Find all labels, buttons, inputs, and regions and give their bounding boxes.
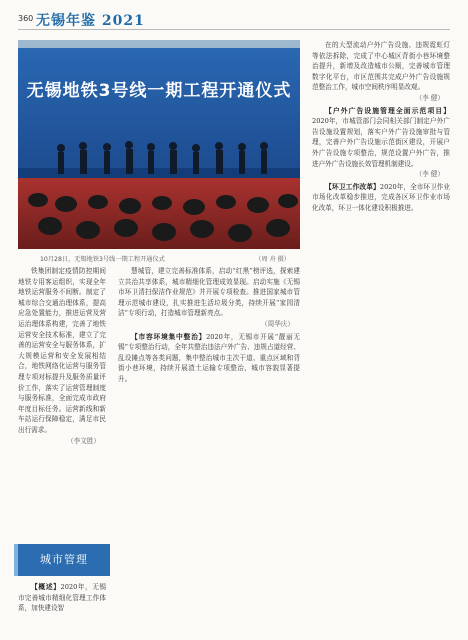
header-rule (18, 29, 450, 30)
photo-caption-text: 10月28日，无锡地铁3号线一期工程开通仪式 (40, 256, 165, 263)
overview-text: 2020年，无锡市完善城市精细化管理工作体系，加快建设智 (18, 583, 106, 613)
right-paragraph-1: 在的大型流动户外广告设施、违规霓虹灯等依法拆除，完成了中心城区背街小巷环境整治提升，新增及改造城市公厕，完善城市管理数字化平台，市区范围共完成户外广告设施规范整治工作，城市空间秩序明显改观。 (312, 41, 450, 92)
page-header (18, 10, 450, 32)
photo-caption (18, 252, 300, 264)
ceremony-photo-illustration (18, 40, 300, 249)
section-banner-urban-management: 城市管理 (18, 544, 110, 576)
env-heading: 【市容环境集中整治】 (131, 332, 207, 341)
yearbook-title: 无锡年鉴 2021 (36, 13, 145, 29)
left-credit: （李文胜） (67, 436, 100, 445)
photo-banner-text: 无锡地铁3号线一期工程开通仪式 (26, 81, 292, 101)
ad-heading: 【户外广告设施管理全面示范项目】 (325, 106, 450, 115)
ad-text: 2020年，市城管部门会同相关部门制定户外广告设施设置规划，落实户外广告设施审批与管理，完善户外广告设施示范街区建设，开展户外广告设施专项整治，规范设置户外广告，推进户外广告设施长效管理机制建设。 (312, 117, 450, 168)
left-column (18, 266, 106, 448)
ceremony-photo (18, 40, 300, 249)
overview-heading: 【概述】 (31, 583, 61, 591)
left-overview (18, 582, 106, 614)
right-column (312, 40, 450, 214)
right-credit-2: （李 健） (415, 170, 444, 179)
left-paragraph-1: 铁集团制定疫情防控期间地铁专用客运组织，实现全年地铁运营服务不间断。制定了城市综合交通治理体系，提高应急处置能力，推进运营及营运治理体系构建，完善了地铁运营安全技术标准，建立了完善的运营安全与服务体系，扩大规模运营和安全发展相结合，地铁网络化运营与服务管理专项对标提升及服务质量评价工作，落实了运营管理制度与服务标准，全面完成市政府年度目标任务。运营新线和新车站运行保障稳定，满足市民出行需求。 (18, 267, 106, 434)
middle-credit: （周华庆） (261, 319, 294, 328)
middle-paragraph-1: 慧城管，建立完善标准体系，启动“红黑”榜评选，探索建立共治共享体系，城市精细化管理成效显现。启动实施《无锡市环卫清扫保洁作业规范》并开展专项检查。推进国家城市管理示范城市建设，扎实推进生活垃圾分类，持续开展“家园清洁”专项行动，打造城市管理新亮点。 (118, 267, 300, 318)
right-credit-1: （李 健） (415, 93, 444, 102)
sanitation-text: 2020年，全市环卫作业市场化改革稳步推进，完成各区环卫作业市场化改革，环卫一体化建设积极推进。 (312, 182, 450, 212)
sanitation-heading: 【环卫工作改革】 (325, 182, 380, 191)
photo-credit: （周 舟 摄） (255, 256, 290, 263)
middle-column (118, 266, 300, 385)
page-number: 360 (18, 14, 34, 23)
env-text: 2020年，无锡市开展“靓丽无锡”专项整治行动，全年共整治违法户外广告、违规占道经营、乱设摊点等各类问题，集中整治城市主次干道、重点区域和背街小巷环境，持续开展渣土运输专项整治，城市容貌显著提升。 (118, 332, 301, 383)
